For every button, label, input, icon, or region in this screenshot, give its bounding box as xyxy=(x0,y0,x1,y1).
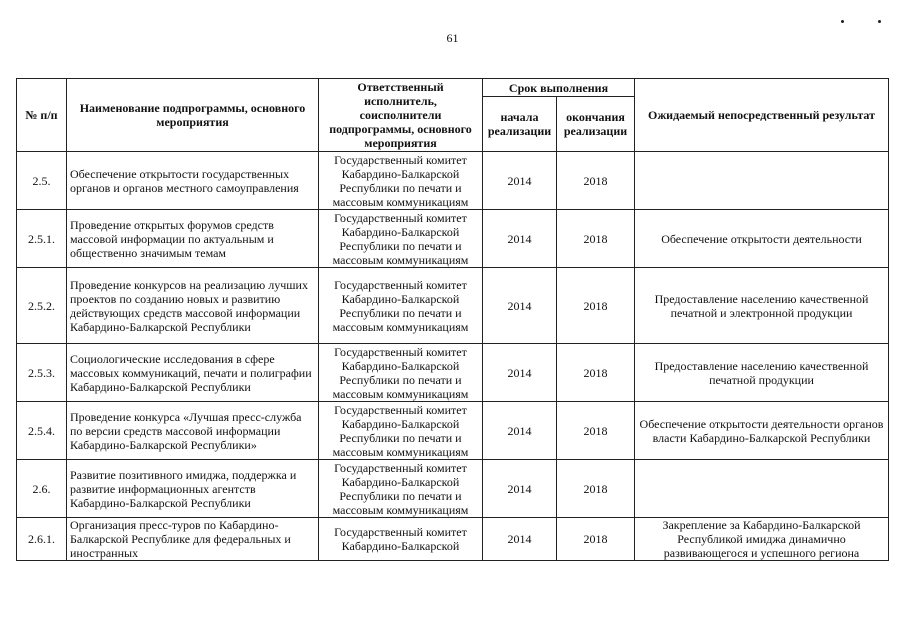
program-table xyxy=(16,78,889,561)
row-end-year: 2018 xyxy=(557,518,635,561)
row-responsible: Государственный комитет Кабардино-Балкарской xyxy=(319,518,483,561)
row-name: Развитие позитивного имиджа, поддержка и развитие информационных агентств Кабардино-Балкарской Республики xyxy=(67,460,319,518)
row-number: 2.6.1. xyxy=(17,518,67,561)
row-end-year: 2018 xyxy=(557,152,635,210)
row-name: Проведение конкурсов на реализацию лучших проектов по созданию новых и развитию действующих средств массовой информации Кабардино-Балкарской Республики xyxy=(67,268,319,344)
row-end-year: 2018 xyxy=(557,210,635,268)
row-end-year: 2018 xyxy=(557,268,635,344)
header-responsible: Ответственный исполнитель, соисполнители подпрограммы, основного мероприятия xyxy=(319,79,483,152)
row-end-year: 2018 xyxy=(557,402,635,460)
row-start-year: 2014 xyxy=(483,210,557,268)
header-end: окончания реализации xyxy=(557,97,635,152)
row-start-year: 2014 xyxy=(483,152,557,210)
row-name: Обеспечение открытости государственных органов и органов местного самоуправления xyxy=(67,152,319,210)
table-header xyxy=(17,79,889,152)
row-responsible: Государственный комитет Кабардино-Балкарской Республики по печати и массовым коммуникациям xyxy=(319,210,483,268)
header-result: Ожидаемый непосредственный результат xyxy=(635,79,889,152)
row-responsible: Государственный комитет Кабардино-Балкарской Республики по печати и массовым коммуникациям xyxy=(319,460,483,518)
row-responsible: Государственный комитет Кабардино-Балкарской Республики по печати и массовым коммуникациям xyxy=(319,402,483,460)
row-start-year: 2014 xyxy=(483,402,557,460)
table-row xyxy=(17,518,889,561)
row-result xyxy=(635,460,889,518)
row-start-year: 2014 xyxy=(483,268,557,344)
row-responsible: Государственный комитет Кабардино-Балкарской Республики по печати и массовым коммуникациям xyxy=(319,152,483,210)
row-name: Социологические исследования в сфере массовых коммуникаций, печати и полиграфии Кабардино-Балкарской Республики xyxy=(67,344,319,402)
row-end-year: 2018 xyxy=(557,460,635,518)
row-number: 2.5.4. xyxy=(17,402,67,460)
table-row xyxy=(17,268,889,344)
row-start-year: 2014 xyxy=(483,344,557,402)
row-number: 2.6. xyxy=(17,460,67,518)
row-number: 2.5.1. xyxy=(17,210,67,268)
row-result: Закрепление за Кабардино-Балкарской Республикой имиджа динамично развивающегося и успешного региона xyxy=(635,518,889,561)
scan-speck xyxy=(878,20,881,23)
header-name: Наименование подпрограммы, основного мероприятия xyxy=(67,79,319,152)
table-row xyxy=(17,344,889,402)
row-result: Обеспечение открытости деятельности органов власти Кабардино-Балкарской Республики xyxy=(635,402,889,460)
table-row xyxy=(17,402,889,460)
row-number: 2.5.3. xyxy=(17,344,67,402)
scan-speck xyxy=(841,20,844,23)
table-row xyxy=(17,210,889,268)
row-end-year: 2018 xyxy=(557,344,635,402)
row-number: 2.5.2. xyxy=(17,268,67,344)
table-body xyxy=(17,152,889,561)
row-responsible: Государственный комитет Кабардино-Балкарской Республики по печати и массовым коммуникациям xyxy=(319,344,483,402)
row-result: Предоставление населению качественной печатной продукции xyxy=(635,344,889,402)
row-result xyxy=(635,152,889,210)
header-period: Срок выполнения xyxy=(483,79,635,97)
row-name: Проведение конкурса «Лучшая пресс-служба по версии средств массовой информации Кабардино-Балкарской Республики» xyxy=(67,402,319,460)
row-name: Организация пресс-туров по Кабардино-Балкарской Республике для федеральных и иностранных xyxy=(67,518,319,561)
row-result: Предоставление населению качественной печатной и электронной продукции xyxy=(635,268,889,344)
table-row xyxy=(17,152,889,210)
row-start-year: 2014 xyxy=(483,460,557,518)
row-number: 2.5. xyxy=(17,152,67,210)
header-num: № п/п xyxy=(17,79,67,152)
page-number: 61 xyxy=(446,31,459,45)
row-start-year: 2014 xyxy=(483,518,557,561)
row-result: Обеспечение открытости деятельности xyxy=(635,210,889,268)
row-responsible: Государственный комитет Кабардино-Балкарской Республики по печати и массовым коммуникациям xyxy=(319,268,483,344)
header-start: начала реализации xyxy=(483,97,557,152)
row-name: Проведение открытых форумов средств массовой информации по актуальным и общественно значимым темам xyxy=(67,210,319,268)
table-row xyxy=(17,460,889,518)
